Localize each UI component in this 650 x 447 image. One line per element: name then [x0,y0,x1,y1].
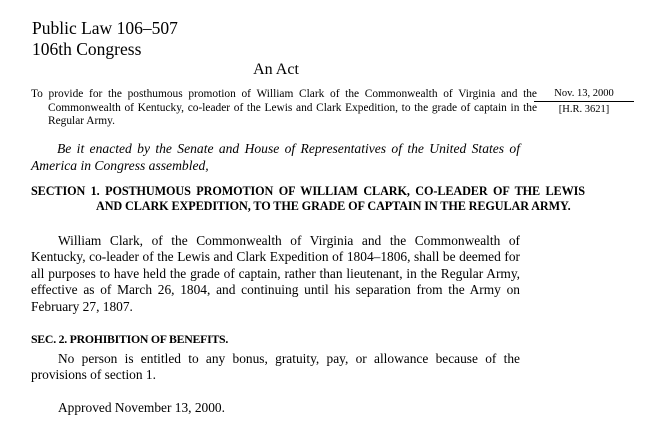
section-1-heading: SECTION 1. POSTHUMOUS PROMOTION OF WILLIAM CLARK, CO-LEADER OF THE LEWIS AND CLARK EXPEDITION, TO THE GRADE OF CAPTAIN IN THE REGULAR ARMY. [31,184,585,213]
section-2-body: No person is entitled to any bonus, gratuity, pay, or allowance because of the provisions of section 1. [31,351,520,383]
act-title: An Act [253,61,299,78]
section-1-body: William Clark, of the Commonwealth of Virginia and the Commonwealth of Kentucky, co-leader of the Lewis and Clark Expedition of 1804–1806, shall be deemed for all purposes to have held the grade of captain, rather than lieutenant, in the Regular Army, effective as of March 26, 1804, and continuing until his separation from the Army on February 27, 1807. [31,233,520,314]
approval-date-margin: Nov. 13, 2000 [554,88,614,99]
margin-note-block [534,87,634,116]
section-2-heading: SEC. 2. PROHIBITION OF BENEFITS. [31,332,229,346]
congress-number: 106th Congress [32,38,142,59]
bill-number-margin: [H.R. 3621] [558,104,610,115]
law-header [32,18,352,59]
long-title-preamble: To provide for the posthumous promotion of William Clark of the Commonwealth of Virginia and the Commonwealth of Kentucky, co-leader of the Lewis and Clark Expedition, to the grade of captain in the Regular Army. [31,88,537,128]
enacting-clause: Be it enacted by the Senate and House of Representatives of the United States of America in Congress assembled, [31,141,520,173]
public-law-number: Public Law 106–507 [32,18,178,38]
approved-line: Approved November 13, 2000. [58,400,225,415]
margin-note-divider [534,101,634,102]
